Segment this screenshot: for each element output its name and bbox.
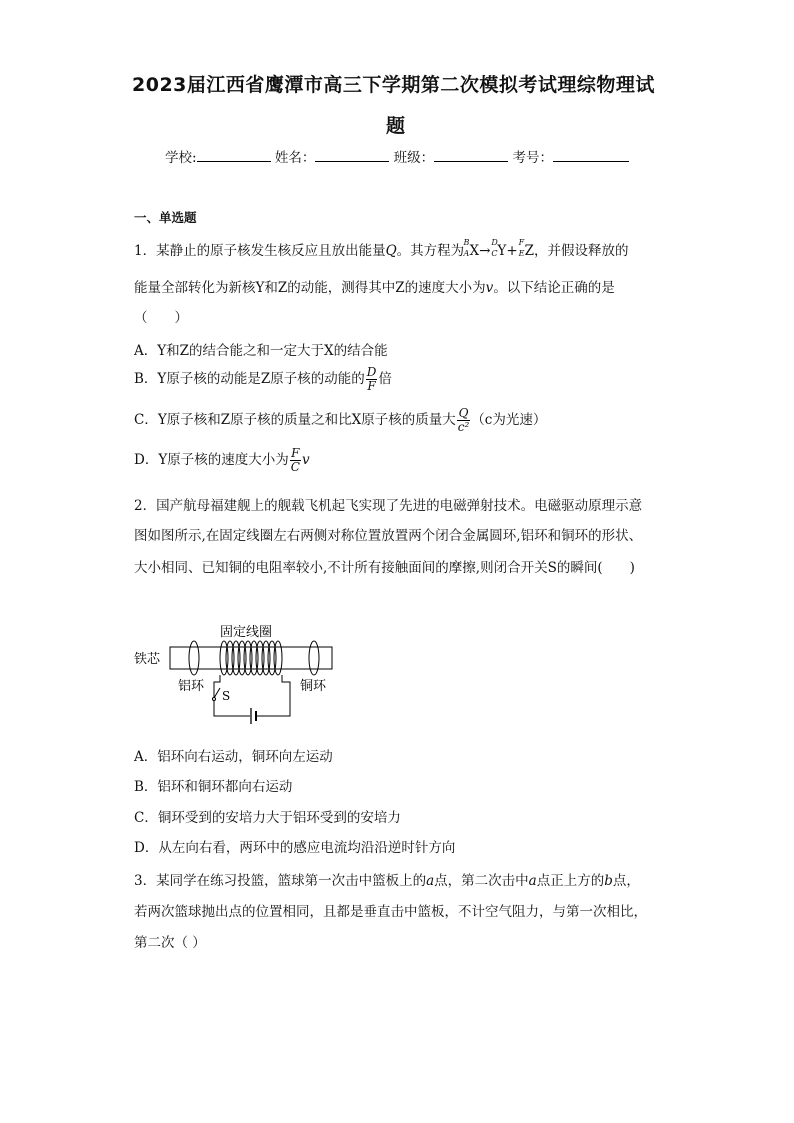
aluminum-ring xyxy=(189,641,199,675)
q2-option-c[interactable]: C．铜环受到的安培力大于铝环受到的安培力 xyxy=(134,810,401,826)
nuclide-y-charge: C xyxy=(491,249,498,258)
q1-line2-end: 。以下结论正确的是 xyxy=(493,280,615,296)
q2-line-1: 2．国产航母福建舰上的舰载飞机起飞实现了先进的电磁弹射技术。电磁驱动原理示意 xyxy=(134,498,643,514)
q3-line-3: 第二次（ ） xyxy=(134,935,206,951)
q1-option-d-suffix: v xyxy=(301,452,310,468)
name-label: 姓名： xyxy=(274,150,316,166)
q3-line-2: 若两次篮球抛出点的位置相同，且都是垂直击中篮板，不计空气阻力，与第一次相比， xyxy=(134,904,647,920)
fraction-numerator: Q xyxy=(458,406,469,420)
q1-option-b-suffix: 倍 xyxy=(378,371,392,387)
q3-text-b: 点，第二次击中 xyxy=(434,873,529,889)
q1-option-b-text: B．Y原子核的动能是Z原子核的动能的 xyxy=(134,371,365,387)
copper-ring xyxy=(309,641,319,675)
fraction-d-over-f xyxy=(366,366,378,393)
school-blank[interactable] xyxy=(197,149,271,162)
fraction-denominator: c² xyxy=(457,420,470,434)
fraction-q-over-c2 xyxy=(457,407,471,434)
q2-option-d[interactable]: D．从左向右看，两环中的感应电流均沿沿逆时针方向 xyxy=(134,840,456,856)
nuclide-y-mass: D xyxy=(491,238,498,247)
q1-text-a: 某静止的原子核发生核反应且放出能量 xyxy=(156,243,386,259)
q1-option-c-suffix: （c为光速） xyxy=(471,412,547,428)
nuclide-x-mass: B xyxy=(463,238,470,247)
circuit-bottom-wire xyxy=(214,700,250,716)
coil-loops xyxy=(220,641,282,675)
nuclide-y-symbol: Y xyxy=(497,243,507,259)
number-blank[interactable] xyxy=(553,149,629,162)
class-blank[interactable] xyxy=(434,149,508,162)
nuclide-z-charge: E xyxy=(518,249,525,258)
q1-option-a[interactable]: A．Y和Z的结合能之和一定大于X的结合能 xyxy=(134,343,388,359)
nuclide-x-symbol: X xyxy=(469,243,480,259)
fraction-numerator: D xyxy=(366,365,377,379)
nuclide-x-charge: A xyxy=(463,249,470,258)
fraction-numerator: F xyxy=(291,446,300,460)
q1-option-c-text: C．Y原子核和Z原子核的质量之和比X原子核的质量大 xyxy=(134,412,456,428)
q2-option-b[interactable]: B．铝环和铜环都向右运动 xyxy=(134,779,293,795)
q1-line-1 xyxy=(134,239,629,259)
student-info-line xyxy=(165,146,629,166)
q1-option-d-text: D．Y原子核的速度大小为 xyxy=(134,452,289,468)
title-line-1: 2023届江西省鹰潭市高三下学期第二次模拟考试理综物理试 xyxy=(132,74,655,96)
q3-line-1 xyxy=(134,869,640,889)
nuclide-y xyxy=(491,238,507,259)
q3-var-b: b xyxy=(604,873,613,889)
reaction-plus: + xyxy=(506,243,518,259)
label-aluminum: 铝环 xyxy=(178,679,205,694)
fraction-f-over-c xyxy=(290,447,301,474)
q1-var-v: v xyxy=(485,280,494,296)
label-switch: S xyxy=(222,689,231,703)
q2-line-2: 图如图所示,在固定线圈左右两侧对称位置放置两个闭合金属圆环,铝环和铜环的形状、 xyxy=(134,528,643,544)
switch-blade xyxy=(214,688,220,698)
q1-line2-text: 能量全部转化为新核Y和Z的动能，测得其中Z的速度大小为 xyxy=(134,280,486,296)
circuit-right-wire xyxy=(256,675,290,716)
q1-option-d[interactable] xyxy=(134,447,310,474)
nuclide-x xyxy=(463,238,480,259)
label-core: 铁芯 xyxy=(134,652,161,667)
q2-line-3: 大小相同、已知铜的电阻率较小,不计所有接触面间的摩擦,则闭合开关S的瞬间( ) xyxy=(134,560,635,576)
q1-text-b: 。其方程为 xyxy=(396,243,465,259)
number-label: 考号： xyxy=(512,150,553,166)
q1-text-c: ，并假设释放的 xyxy=(534,243,629,259)
coil-diagram xyxy=(134,620,344,725)
nuclide-z-mass: F xyxy=(518,238,525,247)
q3-var-a-2: a xyxy=(528,873,537,889)
q1-bracket: （ ） xyxy=(134,310,188,326)
q1-option-c[interactable] xyxy=(134,407,546,434)
fraction-denominator: C xyxy=(290,460,300,474)
nuclide-z xyxy=(518,238,535,259)
label-coil: 固定线圈 xyxy=(220,625,273,640)
q2-option-a[interactable]: A．铝环向右运动，铜环向左运动 xyxy=(134,749,333,765)
iron-core xyxy=(170,647,332,669)
q2-figure xyxy=(134,620,344,725)
q1-var-q: Q xyxy=(385,243,397,259)
q3-text-a: 3．某同学在练习投篮，篮球第一次击中篮板上的 xyxy=(134,873,427,889)
q1-line-2 xyxy=(134,276,615,296)
class-label: 班级： xyxy=(393,150,435,166)
name-blank[interactable] xyxy=(315,149,389,162)
q3-text-d: 点， xyxy=(612,873,640,889)
nuclide-z-symbol: Z xyxy=(524,243,535,259)
fraction-denominator: F xyxy=(367,379,376,393)
reaction-arrow: → xyxy=(479,243,491,259)
label-copper: 铜环 xyxy=(300,679,327,694)
q1-option-b[interactable] xyxy=(134,366,392,393)
section-heading: 一、单选题 xyxy=(134,210,197,225)
q3-var-a: a xyxy=(426,873,435,889)
circuit-left-wire xyxy=(214,675,220,698)
q3-text-c: 点正上方的 xyxy=(536,873,605,889)
title-line-2: 题 xyxy=(386,115,406,137)
q1-number: 1． xyxy=(134,243,157,259)
school-label: 学校: xyxy=(165,150,197,166)
